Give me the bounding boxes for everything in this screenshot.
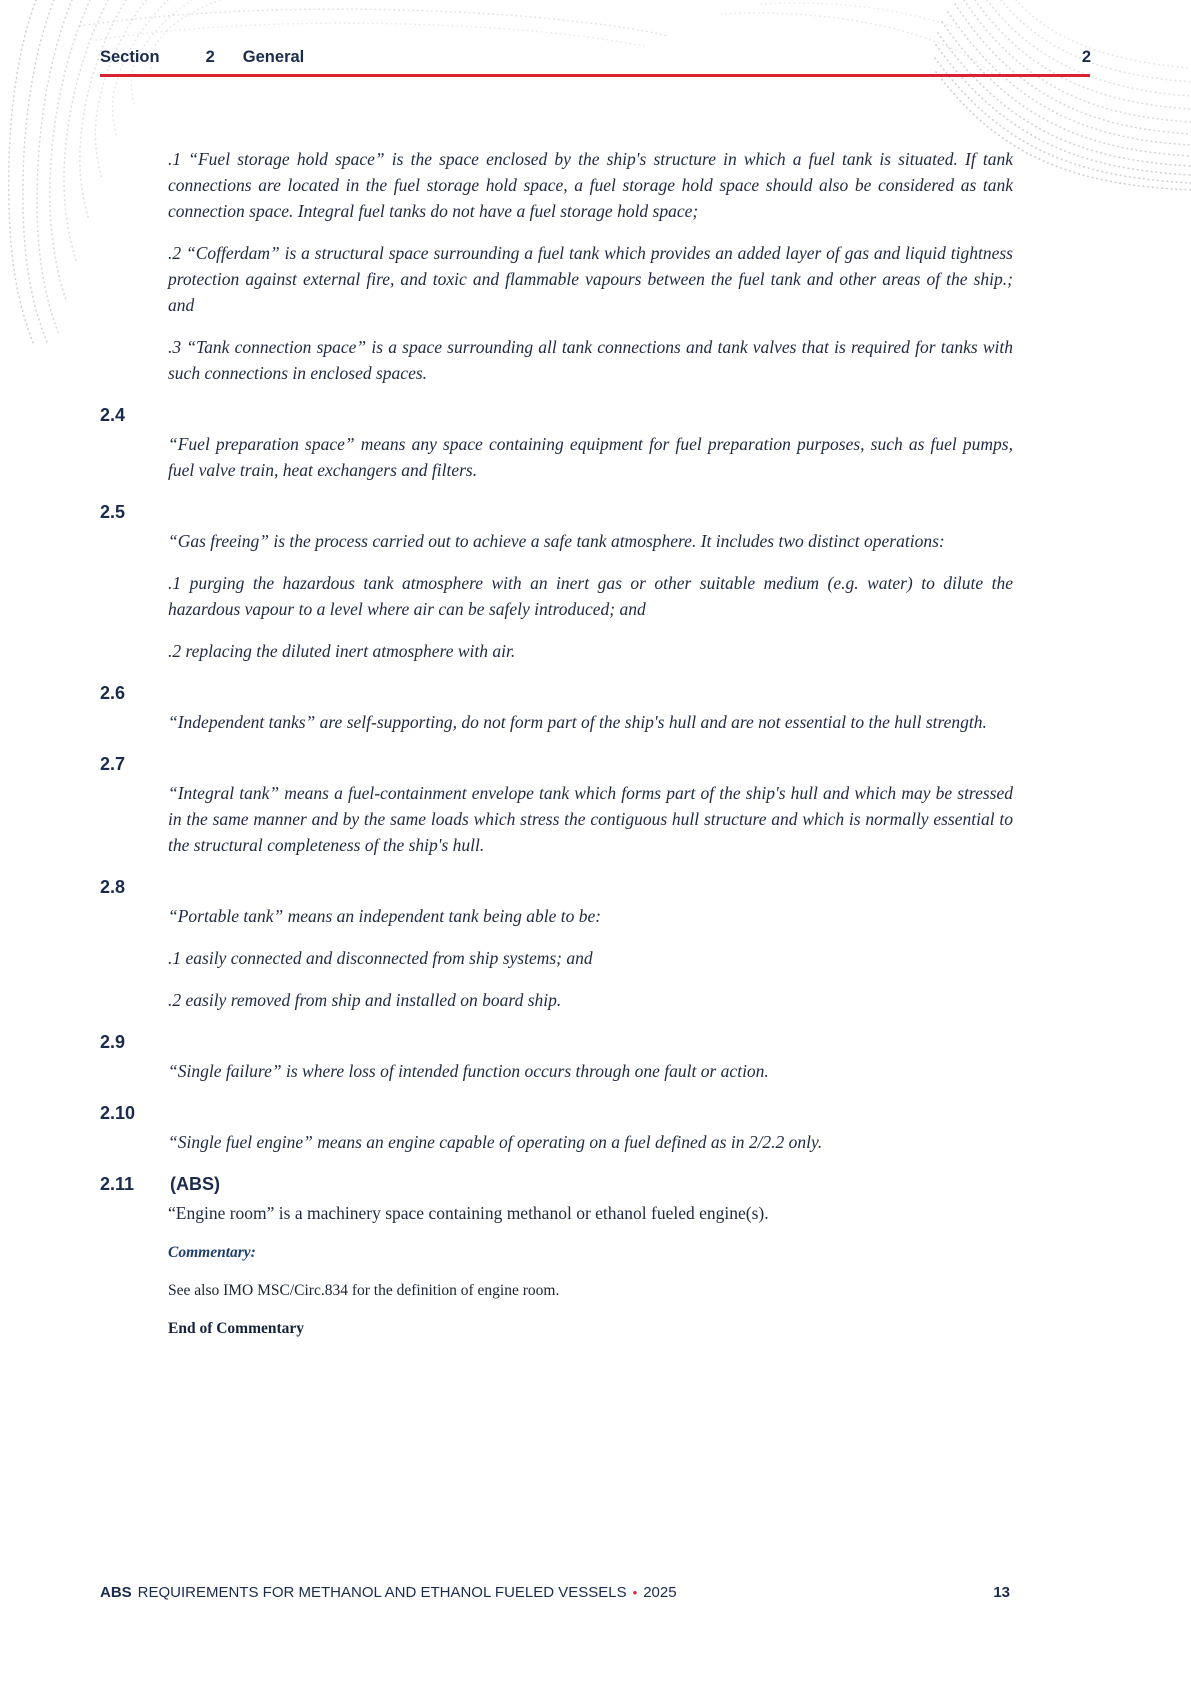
section-heading-number: 2.4 (100, 405, 126, 425)
definition-paragraph: “Portable tank” means an independent tank being able to be: (168, 906, 602, 926)
section-heading-number: 2.7 (100, 754, 126, 774)
definition-subitem: .3 “Tank connection space” is a space surrounding all tank connections and tank valves that is required for tanks with such connections in enclosed spaces. (168, 337, 1013, 383)
footer-bullet-separator: • (632, 1585, 638, 1600)
section-heading-number: 2.10 (100, 1103, 136, 1123)
section-title: General (242, 48, 305, 66)
page-footer (100, 1584, 1010, 1601)
definition-paragraph: “Fuel preparation space” means any space containing equipment for fuel preparation purposes, such as fuel pumps, fuel valve train, heat exchangers and filters. (168, 434, 1013, 480)
section-heading (100, 1029, 1013, 1055)
section-heading (100, 874, 1013, 900)
section-heading-number: 2.11 (100, 1174, 135, 1194)
definition-subitem: .2 “Cofferdam” is a structural space surrounding a fuel tank which provides an added layer of gas and liquid tightness protection against external fire, and toxic and flammable vapours between the fuel tank and other areas of the ship.; and (168, 243, 1013, 315)
definition-subitem: .2 replacing the diluted inert atmosphere with air. (168, 641, 516, 661)
definition-paragraph: “Engine room” is a machinery space containing methanol or ethanol fueled engine(s). (168, 1203, 769, 1223)
footer-year: 2025 (643, 1584, 677, 1601)
section-heading-number: 2.9 (100, 1032, 126, 1052)
commentary-end-label: End of Commentary (168, 1320, 305, 1337)
section-heading (100, 751, 1013, 777)
section-heading (100, 1100, 1013, 1126)
section-heading-title: (ABS) (170, 1174, 221, 1194)
definition-paragraph: “Integral tank” means a fuel-containment envelope tank which forms part of the ship's hull and which may be stressed in the same manner and by the same loads which stress the contiguous hull structure and which is normally essential to the structural completeness of the ship's hull. (168, 783, 1013, 855)
section-heading-number: 2.8 (100, 877, 126, 897)
section-number: 2 (205, 48, 215, 66)
definition-subitem: .1 “Fuel storage hold space” is the space enclosed by the ship's structure in which a fuel tank is situated. If tank connections are located in the fuel storage hold space, a fuel storage hold space should also be considered as tank connection space. Integral fuel tanks do not have a fuel storage hold space; (168, 149, 1013, 221)
page-header (100, 48, 1091, 67)
section-heading-abs (100, 1171, 1013, 1197)
footer-page-number: 13 (993, 1584, 1010, 1601)
footer-title: REQUIREMENTS FOR METHANOL AND ETHANOL FUELED VESSELS (137, 1584, 627, 1601)
section-heading-number: 2.5 (100, 502, 126, 522)
document-body (100, 146, 1013, 1356)
definition-subitem: .2 easily removed from ship and installed on board ship. (168, 990, 562, 1010)
commentary-label: Commentary: (168, 1244, 256, 1261)
section-label: Section (100, 48, 160, 66)
definition-paragraph: “Gas freeing” is the process carried out to achieve a safe tank atmosphere. It includes two distinct operations: (168, 531, 945, 551)
definition-subitem: .1 easily connected and disconnected from ship systems; and (168, 948, 593, 968)
definition-paragraph: “Independent tanks” are self-supporting, do not form part of the ship's hull and are not essential to the hull strength. (168, 712, 987, 732)
footer-publisher: ABS (100, 1584, 132, 1601)
definition-paragraph: “Single fuel engine” means an engine capable of operating on a fuel defined as in 2/2.2 only. (168, 1132, 823, 1152)
header-red-rule (100, 74, 1090, 77)
definition-paragraph: “Single failure” is where loss of intended function occurs through one fault or action. (168, 1061, 769, 1081)
section-heading (100, 402, 1013, 428)
section-heading (100, 680, 1013, 706)
section-heading-number: 2.6 (100, 683, 126, 703)
commentary-block (168, 1242, 1013, 1340)
header-page-number: 2 (1081, 48, 1091, 66)
commentary-text: See also IMO MSC/Circ.834 for the definition of engine room. (168, 1282, 560, 1299)
section-heading (100, 499, 1013, 525)
definition-subitem: .1 purging the hazardous tank atmosphere with an inert gas or other suitable medium (e.g. water) to dilute the hazardous vapour to a level where air can be safely introduced; and (168, 573, 1013, 619)
